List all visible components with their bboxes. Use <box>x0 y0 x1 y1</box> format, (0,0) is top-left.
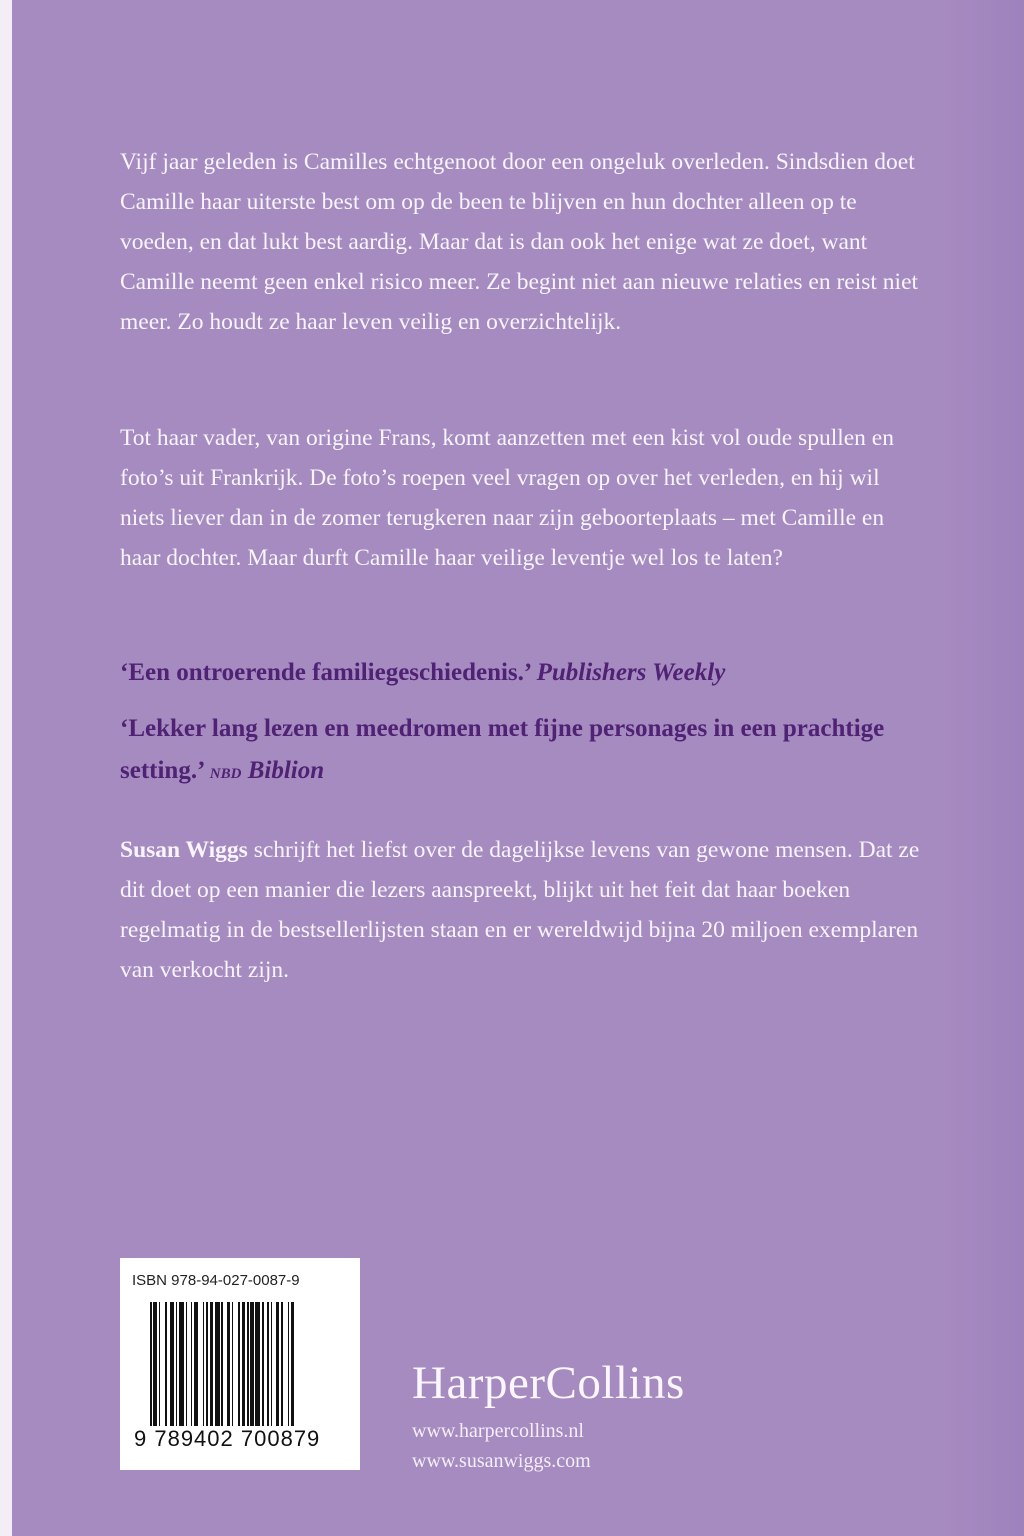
author-url: www.susanwiggs.com <box>412 1450 591 1472</box>
barcode-bar <box>186 1302 188 1430</box>
barcode-bar <box>206 1302 208 1430</box>
quote-source: Publishers Weekly <box>536 659 726 686</box>
barcode-bar <box>215 1302 220 1430</box>
barcode-bar <box>210 1302 213 1430</box>
barcode-bar <box>170 1302 173 1430</box>
barcode-bar <box>276 1302 279 1430</box>
quote-text: ‘Lekker lang lezen en meedromen met fijne personages in een prachtige setting.’ <box>120 715 885 784</box>
quote-source-prefix: NBD <box>209 766 242 782</box>
barcode-bar <box>262 1302 264 1430</box>
barcode-bar <box>150 1302 152 1430</box>
isbn-label: ISBN 978-94-027-0087-9 <box>132 1272 300 1289</box>
barcode-bar <box>267 1302 269 1430</box>
barcode-bar <box>288 1302 290 1430</box>
ean-number: 9 789402 700879 <box>134 1426 321 1451</box>
barcode-bar <box>238 1302 240 1430</box>
blurb-paragraph-2: Tot haar vader, van origine Frans, komt aanzetten met een kist vol oude spullen en foto’s uit Frankrijk. De foto’s roepen veel vragen op over het verleden, en hij wil niets liever dan in de zomer terugkeren naar zijn geboorteplaats – met Camille en haar dochter. Maar durft Camille haar veilige leventje wel los te laten? <box>120 425 894 571</box>
barcode-bar <box>221 1302 223 1430</box>
publisher-url: www.harpercollins.nl <box>412 1420 584 1442</box>
barcode-bar <box>179 1302 184 1430</box>
barcode-bar <box>153 1302 156 1430</box>
barcode-bar <box>291 1302 294 1430</box>
quote-source: Biblion <box>247 757 325 784</box>
barcode-bar <box>232 1302 234 1430</box>
barcode-bar <box>247 1302 249 1430</box>
barcode-bar <box>191 1302 193 1430</box>
author-bio <box>120 830 920 990</box>
barcode-bar <box>242 1302 245 1430</box>
review-quote-1 <box>120 652 920 694</box>
barcode-bar <box>176 1302 178 1430</box>
barcode-bar <box>281 1302 283 1430</box>
author-bio-text: schrijft het liefst over de dagelijkse levens van gewone mensen. Dat ze dit doet op een manier die lezers aanspreekt, blijkt uit het feit dat haar boeken regelmatig in de bestsellerlijsten staan en er wereldwijd bijna 20 miljoen exemplaren van verkocht zijn. <box>120 837 920 983</box>
publisher-logo: HarperCollins <box>412 1357 685 1409</box>
author-name: Susan Wiggs <box>120 837 248 863</box>
barcode-bar <box>227 1302 230 1430</box>
isbn-barcode-box <box>120 1258 360 1470</box>
cover-left-edge <box>0 0 12 1536</box>
cover-right-shade <box>944 0 1024 1536</box>
barcode-bar <box>203 1302 205 1430</box>
barcode-bar <box>165 1302 167 1430</box>
barcode-bar <box>194 1302 197 1430</box>
barcode-bar <box>159 1302 161 1430</box>
blurb-paragraph-1: Vijf jaar geleden is Camilles echtgenoot door een ongeluk overleden. Sindsdien doet Camille haar uiterste best om op de been te blijven en hun dochter alleen op te voeden, en dat lukt best aardig. Maar dat is dan ook het enige wat ze doet, want Camille neemt geen enkel risico meer. Ze begint niet aan nieuwe relaties en reist niet meer. Zo houdt ze haar leven veilig en overzichtelijk. <box>120 149 919 335</box>
quote-text: ‘Een ontroerende familiegeschiedenis.’ <box>120 659 531 686</box>
barcode-bar <box>271 1302 273 1430</box>
review-quote-2 <box>120 708 920 795</box>
barcode-bar <box>250 1302 253 1430</box>
barcode <box>150 1302 350 1430</box>
barcode-bar <box>255 1302 260 1430</box>
